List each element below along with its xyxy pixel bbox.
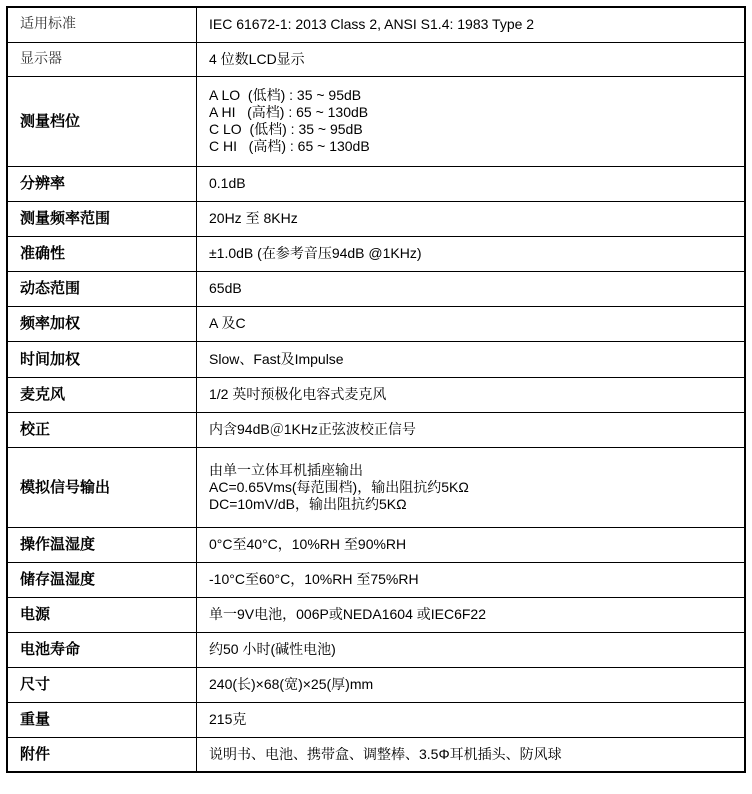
row-value (197, 702, 746, 737)
row-label: 重量 (7, 702, 197, 737)
row-value (197, 236, 746, 271)
row-label: 频率加权 (7, 306, 197, 341)
row-value (197, 76, 746, 166)
row-value (197, 166, 746, 201)
row-value (197, 341, 746, 377)
row-value (197, 447, 746, 527)
value-line: 约50 小时(碱性电池) (209, 641, 336, 657)
value-line: 单一9V电池，006P或NEDA1604 或IEC6F22 (209, 606, 486, 622)
value-line: 20Hz 至 8KHz (209, 210, 298, 226)
value-line: A 及C (209, 315, 246, 331)
table-row (7, 341, 745, 377)
row-label: 模拟信号输出 (7, 447, 197, 527)
value-line: 由单一立体耳机插座输出 (209, 461, 363, 478)
table-row (7, 76, 745, 166)
value-line: 0.1dB (209, 175, 246, 191)
row-label: 时间加权 (7, 341, 197, 377)
value-line: 240(长)×68(宽)×25(厚)mm (209, 676, 374, 692)
row-value (197, 597, 746, 632)
table-row (7, 667, 745, 702)
row-label: 适用标准 (7, 7, 197, 42)
row-value (197, 201, 746, 236)
value-line: C LO (低档) : 35 ~ 95dB (209, 121, 363, 137)
table-row (7, 702, 745, 737)
row-label: 校正 (7, 412, 197, 447)
row-label: 测量档位 (7, 76, 197, 166)
value-line: Slow、Fast及Impulse (209, 350, 344, 367)
spec-table (6, 6, 746, 773)
row-label: 储存温湿度 (7, 562, 197, 597)
row-label: 电池寿命 (7, 632, 197, 667)
row-label: 电源 (7, 597, 197, 632)
value-line: DC=10mV/dB，输出阻抗约5KΩ (209, 495, 407, 512)
row-value (197, 377, 746, 412)
value-line: AC=0.65Vms(每范围档)，输出阻抗约5KΩ (209, 478, 469, 495)
row-label: 附件 (7, 737, 197, 772)
value-line: 1/2 英吋预极化电容式麦克风 (209, 386, 387, 402)
row-label: 准确性 (7, 236, 197, 271)
table-row (7, 201, 745, 236)
table-row (7, 236, 745, 271)
table-row (7, 166, 745, 201)
row-label: 动态范围 (7, 271, 197, 306)
value-line: 65dB (209, 280, 242, 296)
table-row (7, 597, 745, 632)
value-line: 4 位数LCD显示 (209, 50, 305, 67)
value-line: ±1.0dB (在参考音压94dB @1KHz) (209, 245, 422, 261)
value-line: -10°C至60°C，10%RH 至75%RH (209, 571, 419, 587)
table-row (7, 562, 745, 597)
table-row (7, 632, 745, 667)
table-row (7, 7, 745, 42)
row-label: 尺寸 (7, 667, 197, 702)
table-row (7, 412, 745, 447)
row-label: 显示器 (7, 42, 197, 76)
value-line: IEC 61672-1: 2013 Class 2, ANSI S1.4: 1983 Type 2 (209, 16, 535, 33)
table-row (7, 271, 745, 306)
row-label: 麦克风 (7, 377, 197, 412)
row-value (197, 632, 746, 667)
value-line: C HI (高档) : 65 ~ 130dB (209, 138, 370, 154)
table-row (7, 447, 745, 527)
row-label: 操作温湿度 (7, 527, 197, 562)
row-value (197, 7, 746, 42)
value-line: 内含94dB＠1KHz正弦波校正信号 (209, 421, 416, 437)
row-value (197, 306, 746, 341)
value-line: 0°C至40°C，10%RH 至90%RH (209, 536, 407, 552)
value-line: 215克 (209, 711, 247, 727)
table-row (7, 737, 745, 772)
table-row (7, 42, 745, 76)
row-value (197, 737, 746, 772)
row-value (197, 667, 746, 702)
row-label: 分辨率 (7, 166, 197, 201)
value-line: 说明书、电池、携带盒、调整棒、3.5Φ耳机插头、防风球 (209, 745, 562, 762)
value-line: A HI (高档) : 65 ~ 130dB (209, 104, 369, 120)
row-value (197, 562, 746, 597)
value-line: A LO (低档) : 35 ~ 95dB (209, 87, 362, 103)
table-row (7, 306, 745, 341)
table-row (7, 527, 745, 562)
row-value (197, 42, 746, 76)
row-label: 测量频率范围 (7, 201, 197, 236)
row-value (197, 271, 746, 306)
row-value (197, 527, 746, 562)
row-value (197, 412, 746, 447)
table-row (7, 377, 745, 412)
